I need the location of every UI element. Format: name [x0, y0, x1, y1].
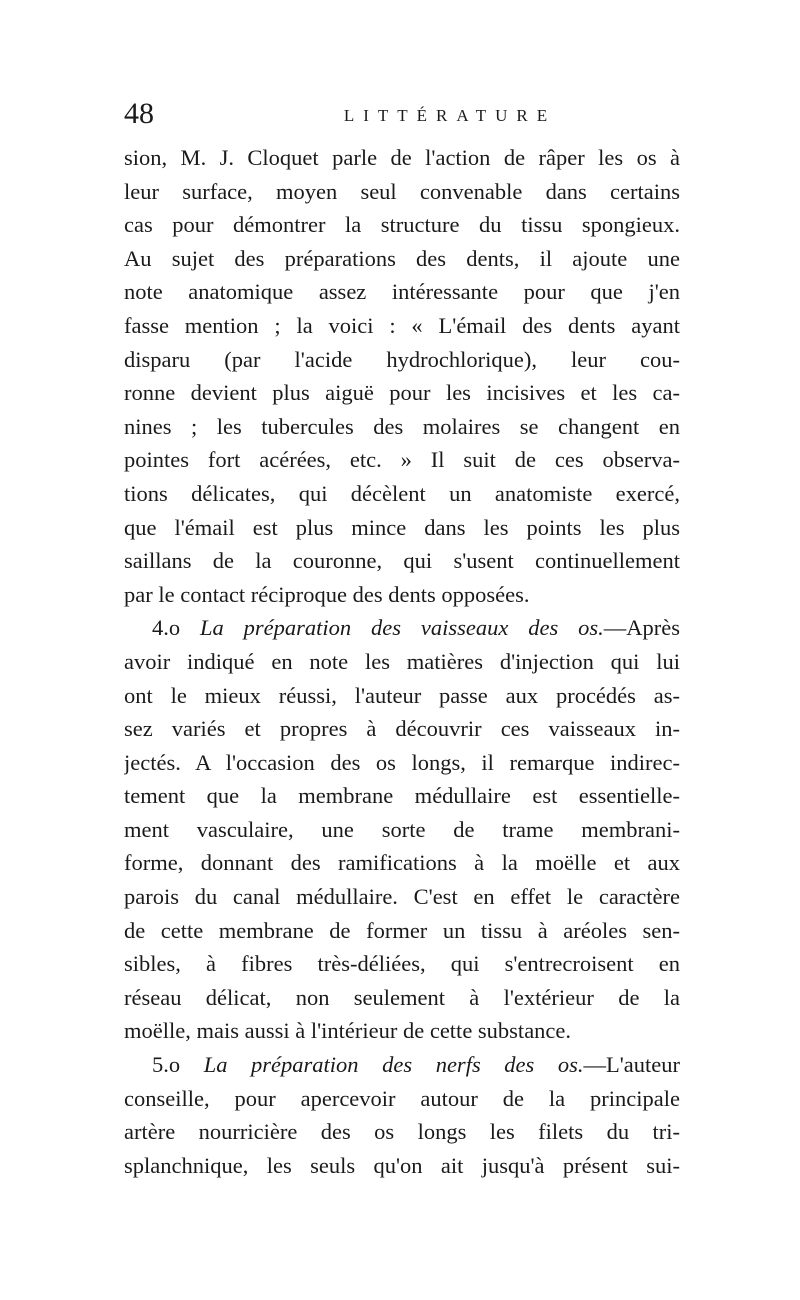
text-line	[124, 208, 680, 242]
text-line	[124, 746, 680, 780]
line-text: leur surface, moyen seul convenable dans certains	[124, 178, 680, 204]
line-text: parois du canal médullaire. C'est en effet le caractère	[124, 884, 680, 910]
line-text: moëlle, mais aussi à l'intérieur de cette substance.	[124, 1018, 572, 1044]
line-text: ont le mieux réussi, l'auteur passe aux procédés as-	[124, 682, 680, 708]
line-text: avoir indiqué en note les matières d'injection qui lui	[124, 648, 680, 674]
text-line	[124, 242, 680, 276]
page-number: 48	[124, 97, 154, 130]
text-line	[124, 175, 680, 209]
text-line	[124, 914, 680, 948]
text-line	[124, 544, 680, 578]
section-number: 5.o	[152, 1052, 204, 1078]
text-line	[124, 578, 680, 612]
line-text: sibles, à fibres très-déliées, qui s'entrecroisent en	[124, 951, 680, 977]
text-line	[124, 443, 680, 477]
text-line	[124, 880, 680, 914]
text-line	[124, 275, 680, 309]
line-text: tement que la membrane médullaire est essentielle-	[124, 783, 680, 809]
body-text	[124, 141, 680, 1182]
text-line	[124, 376, 680, 410]
line-text: de cette membrane de former un tissu à aréoles sen-	[124, 917, 680, 943]
text-line	[124, 1115, 680, 1149]
text-line	[124, 141, 680, 175]
running-title: LITTÉRATURE	[343, 106, 557, 125]
line-text: saillans de la couronne, qui s'usent continuellement	[124, 548, 680, 574]
text-line	[124, 477, 680, 511]
line-text: sez variés et propres à découvrir ces vaisseaux in-	[124, 716, 680, 742]
line-text: splanchnique, les seuls qu'on ait jusqu'à présent sui-	[124, 1152, 680, 1178]
line-text: fasse mention ; la voici : « L'émail des dents ayant	[124, 312, 680, 338]
section-heading: La préparation des nerfs des os.	[203, 1052, 584, 1078]
line-text: forme, donnant des ramifications à la moëlle et aux	[124, 850, 680, 876]
text-line	[124, 1048, 680, 1082]
text-line	[124, 1082, 680, 1116]
line-text: artère nourricière des os longs les filets du tri-	[124, 1119, 680, 1145]
line-text: jectés. A l'occasion des os longs, il remarque indirec-	[124, 749, 680, 775]
line-text: sion, M. J. Cloquet parle de l'action de râper les os à	[124, 145, 680, 170]
line-text: Au sujet des préparations des dents, il ajoute une	[124, 245, 680, 271]
line-text: disparu (par l'acide hydrochlorique), leur cou-	[124, 346, 680, 372]
line-text: tions délicates, qui décèlent un anatomiste exercé,	[124, 480, 680, 506]
line-text: réseau délicat, non seulement à l'extérieur de la	[124, 984, 680, 1010]
text-line	[124, 981, 680, 1015]
page-header	[124, 96, 676, 136]
text-line	[124, 846, 680, 880]
line-text: ronne devient plus aiguë pour les incisives et les ca-	[124, 380, 680, 406]
text-line	[124, 511, 680, 545]
line-text: conseille, pour apercevoir autour de la principale	[124, 1085, 680, 1111]
text-line	[124, 1014, 680, 1048]
text-line	[124, 813, 680, 847]
text-line	[124, 645, 680, 679]
line-text: —L'auteur	[583, 1052, 680, 1078]
text-line	[124, 679, 680, 713]
text-line	[124, 611, 680, 645]
text-line	[124, 947, 680, 981]
line-text: ment vasculaire, une sorte de trame membrani-	[124, 816, 680, 842]
text-line	[124, 410, 680, 444]
section-heading: La préparation des vaisseaux des os.	[200, 615, 604, 641]
line-text: pointes fort acérées, etc. » Il suit de ces observa-	[124, 447, 680, 473]
line-text: note anatomique assez intéressante pour que j'en	[124, 279, 680, 305]
line-text: que l'émail est plus mince dans les points les plus	[124, 514, 680, 540]
line-text: par le contact réciproque des dents opposées.	[124, 581, 530, 607]
line-text: nines ; les tubercules des molaires se changent en	[124, 413, 680, 439]
line-text: cas pour démontrer la structure du tissu spongieux.	[124, 212, 680, 238]
line-text: —Après	[603, 615, 680, 641]
text-line	[124, 779, 680, 813]
text-line	[124, 309, 680, 343]
text-line	[124, 343, 680, 377]
text-line	[124, 1149, 680, 1183]
section-number: 4.o	[152, 615, 201, 641]
text-line	[124, 712, 680, 746]
